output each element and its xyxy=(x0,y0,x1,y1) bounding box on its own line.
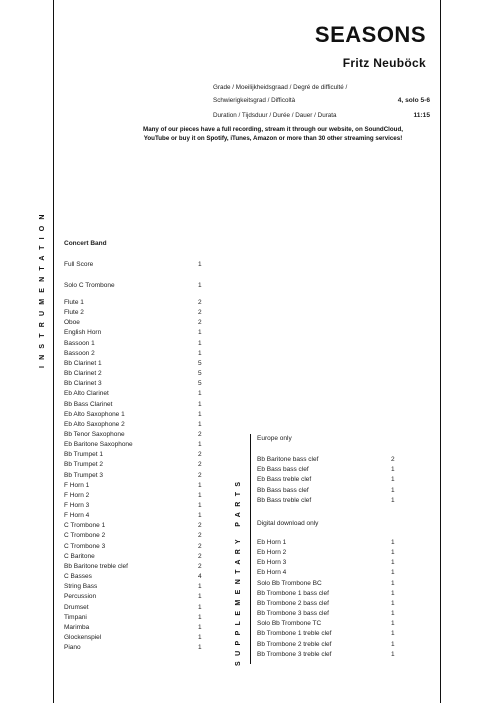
part-quantity: 1 xyxy=(391,559,395,567)
part-name: Bb Bass Clarinet xyxy=(64,400,113,408)
part-quantity: 2 xyxy=(198,471,202,479)
part-name: Bb Tenor Saxophone xyxy=(64,430,125,438)
part-name: F Horn 2 xyxy=(64,491,90,499)
part-quantity: 2 xyxy=(198,542,202,550)
streaming-notice-line1: Many of our pieces have a full recording, stream it through our website, on SoundCloud, xyxy=(143,126,403,133)
part-name: Bb Trombone 3 bass clef xyxy=(257,610,329,618)
part-name: Bb Trombone 2 treble clef xyxy=(257,640,332,648)
part-quantity: 1 xyxy=(198,633,202,641)
part-name: Eb Bass bass clef xyxy=(257,466,309,474)
part-name: Bb Clarinet 3 xyxy=(64,380,102,388)
right-margin-rule xyxy=(440,0,441,703)
part-quantity: 1 xyxy=(198,491,202,499)
part-quantity: 5 xyxy=(198,359,202,367)
part-name: Solo Bb Trombone BC xyxy=(257,579,322,587)
left-margin-rule xyxy=(53,0,54,703)
part-quantity: 5 xyxy=(198,370,202,378)
part-name: Eb Horn 2 xyxy=(257,549,287,557)
part-name: Bb Clarinet 1 xyxy=(64,359,102,367)
part-quantity: 1 xyxy=(198,644,202,652)
grade-value: 4, solo 5-6 xyxy=(397,97,430,104)
part-name: Bb Bass treble clef xyxy=(257,496,312,504)
part-name: Solo Bb Trombone TC xyxy=(257,620,322,628)
part-quantity: 1 xyxy=(391,589,395,597)
part-quantity: 1 xyxy=(198,420,202,428)
part-name: Eb Horn 3 xyxy=(257,559,287,567)
duration-label: Duration / Tijdsduur / Durée / Dauer / Durata xyxy=(213,112,337,119)
part-name: Eb Bass treble clef xyxy=(257,476,312,484)
part-name: C Baritone xyxy=(64,552,95,560)
part-name: Eb Baritone Saxophone xyxy=(64,441,133,449)
part-quantity: 1 xyxy=(391,486,395,494)
part-name: Bb Trumpet 2 xyxy=(64,461,104,469)
streaming-notice xyxy=(112,125,434,143)
part-quantity: 1 xyxy=(198,441,202,449)
part-name: English Horn xyxy=(64,329,102,337)
part-name: Flute 1 xyxy=(64,299,84,306)
part-quantity: 1 xyxy=(391,569,395,577)
part-name: C Trombone 2 xyxy=(64,532,106,540)
part-quantity: 1 xyxy=(198,623,202,631)
part-name: Flute 2 xyxy=(64,309,84,317)
part-quantity: 1 xyxy=(198,593,202,601)
part-quantity: 2 xyxy=(391,456,395,463)
part-name: Bb Trombone 1 treble clef xyxy=(257,630,332,638)
part-name: Eb Alto Saxophone 2 xyxy=(64,420,125,428)
part-quantity: 2 xyxy=(198,299,202,306)
part-quantity: 4 xyxy=(198,573,202,581)
part-quantity: 1 xyxy=(198,603,202,611)
instrumentation-side-label: INSTRUMENTATION xyxy=(39,208,46,368)
part-name: Bb Bass bass clef xyxy=(257,486,309,494)
part-quantity: 2 xyxy=(198,430,202,438)
part-quantity: 1 xyxy=(198,390,202,398)
piece-title: SEASONS xyxy=(314,22,426,47)
part-quantity: 5 xyxy=(198,380,202,388)
part-quantity: 1 xyxy=(391,630,395,638)
part-name: Bb Trombone 2 bass clef xyxy=(257,599,329,607)
part-quantity: 1 xyxy=(391,640,395,648)
part-quantity: 1 xyxy=(391,599,395,607)
part-name: Bb Clarinet 2 xyxy=(64,370,102,378)
part-name: C Basses xyxy=(64,573,92,581)
part-name: C Trombone 1 xyxy=(64,522,106,530)
part-quantity: 2 xyxy=(198,532,202,540)
part-quantity: 1 xyxy=(198,339,202,347)
part-quantity: 2 xyxy=(198,522,202,530)
part-quantity: 1 xyxy=(198,613,202,621)
part-name: C Trombone 3 xyxy=(64,542,106,550)
europe-only-heading: Europe only xyxy=(257,435,292,442)
part-quantity: 2 xyxy=(198,309,202,317)
part-quantity: 1 xyxy=(391,579,395,587)
streaming-notice-line2: YouTube or buy it on Spotify, iTunes, Amazon or more than 30 other streaming services! xyxy=(143,135,403,142)
part-name: Eb Horn 4 xyxy=(257,569,287,577)
grade-label-line2: Schwierigkeitsgrad / Difficoltà xyxy=(213,97,296,104)
part-quantity: 2 xyxy=(198,319,202,327)
part-name: String Bass xyxy=(64,583,98,591)
part-name: F Horn 4 xyxy=(64,512,90,520)
part-quantity: 1 xyxy=(391,496,395,504)
part-name: Timpani xyxy=(64,613,87,621)
part-quantity: 1 xyxy=(198,282,202,289)
part-quantity: 2 xyxy=(198,552,202,560)
part-name: Bb Trumpet 1 xyxy=(64,451,104,459)
part-name: Eb Horn 1 xyxy=(257,539,287,546)
part-name: Bb Trombone 3 treble clef xyxy=(257,650,332,658)
part-name: F Horn 3 xyxy=(64,502,90,509)
part-name: Bb Baritone treble clef xyxy=(64,562,128,570)
part-quantity: 1 xyxy=(198,512,202,520)
part-quantity: 1 xyxy=(391,476,395,484)
part-quantity: 1 xyxy=(198,583,202,591)
part-name: Percussion xyxy=(64,593,97,601)
part-quantity: 2 xyxy=(198,451,202,459)
part-name: Glockenspiel xyxy=(64,633,102,641)
part-name: Drumset xyxy=(64,603,89,611)
part-name: Oboe xyxy=(64,319,80,327)
part-name: Eb Alto Saxophone 1 xyxy=(64,410,125,418)
part-name: Solo C Trombone xyxy=(64,282,115,289)
part-quantity: 1 xyxy=(198,481,202,489)
part-name: Bb Trumpet 3 xyxy=(64,471,104,479)
part-quantity: 1 xyxy=(198,410,202,418)
composer-name: Fritz Neuböck xyxy=(342,56,426,70)
part-quantity: 2 xyxy=(198,461,202,469)
part-name: Bassoon 1 xyxy=(64,339,95,347)
digital-only-heading: Digital download only xyxy=(257,520,319,527)
duration-value: 11:15 xyxy=(413,112,430,119)
part-name: Bb Baritone bass clef xyxy=(257,456,319,463)
part-quantity: 1 xyxy=(391,620,395,628)
part-quantity: 1 xyxy=(198,261,202,268)
part-quantity: 1 xyxy=(198,502,202,509)
part-name: Full Score xyxy=(64,261,94,268)
part-quantity: 1 xyxy=(198,329,202,337)
part-quantity: 1 xyxy=(198,349,202,357)
column-divider-rule xyxy=(250,434,251,664)
part-quantity: 2 xyxy=(198,562,202,570)
part-name: Marimba xyxy=(64,623,90,631)
part-quantity: 1 xyxy=(391,650,395,658)
part-quantity: 1 xyxy=(198,400,202,408)
concert-band-heading: Concert Band xyxy=(64,240,107,247)
part-name: Piano xyxy=(64,644,81,652)
part-quantity: 1 xyxy=(391,610,395,618)
part-quantity: 1 xyxy=(391,466,395,474)
part-name: Eb Alto Clarinet xyxy=(64,390,109,398)
supplementary-parts-side-label: SUPPLEMENTARY PARTS xyxy=(235,476,242,666)
part-name: Bb Trombone 1 bass clef xyxy=(257,589,329,597)
part-name: F Horn 1 xyxy=(64,481,90,489)
grade-label-line1: Grade / Moeilijkheidsgraad / Degré de difficulté / xyxy=(213,84,348,91)
part-name: Bassoon 2 xyxy=(64,349,95,357)
part-quantity: 1 xyxy=(391,549,395,557)
part-quantity: 1 xyxy=(391,539,395,546)
